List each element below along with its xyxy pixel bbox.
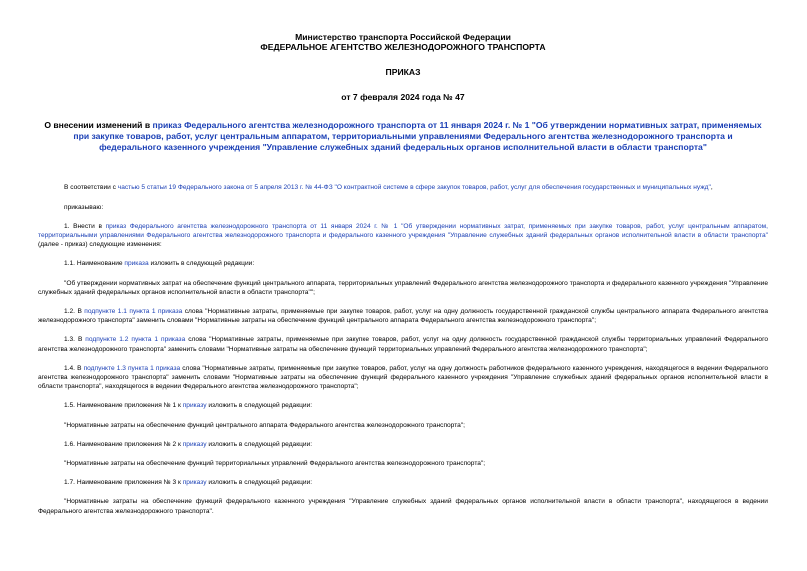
item-1-3-end: слова "Нормативные затраты, применяемые при закупке товаров, работ, услуг на одну должность государственной гражданской службы территориальных управлений Федерального агентства железнодорожного транспорта" заменить словами "Нормативные затраты на обеспечение функций территориальных управлений Федерального агентства железнодорожного транспорта"; — [38, 336, 769, 353]
item-1-7 — [38, 478, 768, 487]
order-word: приказываю: — [64, 203, 104, 211]
preamble-law-link[interactable]: частью 5 статьи 19 Федерального закона от 5 апреля 2013 г. № 44-ФЗ "О контрактной системе в сфере закупок товаров, работ, услуг для обеспечения государственных и муниципальных нужд" — [117, 184, 711, 192]
preamble — [38, 183, 768, 192]
item-1-1-end: изложить в следующей редакции: — [148, 260, 255, 268]
item-1-6-text: 1.6. Наименование приложения № 2 к — [64, 440, 183, 448]
agency-name: ФЕДЕРАЛЬНОЕ АГЕНТСТВО ЖЕЛЕЗНОДОРОЖНОГО ТРАНСПОРТА — [260, 42, 546, 52]
item-1-7-new-text: "Нормативные затраты на обеспечение функций федерального казенного учреждения "Управление служебных зданий федеральных органов исполнительной власти в области транспорта", находящегося в ведении Федерального агентства железнодорожного транспорта". — [38, 498, 768, 515]
document-date: от 7 февраля 2024 года № 47 — [341, 92, 465, 103]
document-type: ПРИКАЗ — [385, 67, 421, 77]
item-1-3-link[interactable]: подпункте 1.2 пункта 1 приказа — [85, 336, 186, 344]
item-1-7-end: изложить в следующей редакции: — [206, 479, 313, 487]
item-1-1-link[interactable]: приказа — [124, 260, 149, 268]
item-1-5 — [38, 401, 768, 410]
item-1-4 — [38, 364, 768, 392]
ministry-name: Министерство транспорта Российской Федерации — [295, 32, 511, 42]
item-1-5-new-text: "Нормативные затраты на обеспечение функций центрального аппарата Федерального агентства железнодорожного транспорта"; — [64, 421, 465, 429]
item-1-1-new-text: "Об утверждении нормативных затрат на обеспечение функций центрального аппарата, территориальных управлений Федерального агентства железнодорожного транспорта и федерального казенного учреждения "Управление служебных зданий федеральных органов исполнительной власти в области транспорта""; — [38, 279, 768, 296]
preamble-end: , — [710, 184, 713, 192]
item-1-text: 1. Внести в — [64, 222, 106, 230]
item-1-7-text: 1.7. Наименование приложения № 3 к — [64, 479, 183, 487]
item-1-4-link[interactable]: подпункте 1.3 пункта 1 приказа — [83, 364, 181, 372]
item-1-end: (далее - приказ) следующие изменения: — [38, 241, 162, 249]
item-1-order-link[interactable]: приказ Федерального агентства железнодорожного транспорта от 11 января 2024 г. № 1 "Об утверждении нормативных затрат, применяемых при закупке товаров, работ, услуг центральным аппаратом, территориальными управлениями Федерального агентства железнодорожного транспорта и федерального казенного учреждения "Управление служебных зданий федеральных органов исполнительной власти в области транспорта" — [38, 222, 768, 240]
item-1-6-link[interactable]: приказу — [182, 440, 207, 448]
document-page — [38, 32, 768, 516]
preamble-text: В соответствии с — [64, 184, 118, 192]
item-1-5-link[interactable]: приказу — [182, 402, 207, 410]
item-1-3-text: 1.3. В — [64, 336, 86, 344]
item-1-2-end: слова "Нормативные затраты, применяемые при закупке товаров, работ, услуг на одну должность государственной гражданской службы центрального аппарата Федерального агентства железнодорожного транспорта" заменить словами "Нормативные затраты на обеспечение функций центрального аппарата Федерального агентства железнодорожного транспорта"; — [38, 308, 768, 325]
subject-order-link[interactable]: приказ Федерального агентства железнодорожного транспорта от 11 января 2024 г. № 1 "Об утверждении нормативных затрат, применяемых при закупке товаров, работ, услуг центральным аппаратом, территориальными управлениями Федерального агентства железнодорожного транспорта и федерального казенного учреждения "Управление служебных зданий федеральных органов исполнительной власти в области транспорта" — [73, 120, 762, 153]
item-1 — [38, 222, 768, 250]
item-1-1 — [38, 259, 768, 268]
item-1-7-link[interactable]: приказу — [182, 479, 207, 487]
item-1-6 — [38, 440, 768, 449]
item-1-6-end: изложить в следующей редакции: — [206, 440, 313, 448]
subject-text: О внесении изменений в — [44, 120, 153, 131]
document-subject — [38, 120, 768, 153]
item-1-2-text: 1.2. В — [64, 308, 85, 316]
item-1-5-text: 1.5. Наименование приложения № 1 к — [64, 402, 183, 410]
item-1-3 — [38, 335, 768, 353]
item-1-2 — [38, 307, 768, 325]
item-1-5-end: изложить в следующей редакции: — [206, 402, 313, 410]
item-1-4-end: слова "Нормативные затраты, применяемые при закупке товаров, работ, услуг на одну должность работников федерального казенного учреждения, находящегося в ведении Федерального агентства железнодорожного транспорта" заменить словами "Нормативные затраты на обеспечение функций федерального казенного учреждения "Управление служебных зданий федеральных органов исполнительной власти в области транспорта", находящегося в ведении Федерального агентства железнодорожного транспорта"; — [38, 364, 768, 391]
item-1-2-link[interactable]: подпункте 1.1 пункта 1 приказа — [84, 308, 183, 316]
item-1-6-new-text: "Нормативные затраты на обеспечение функций территориальных управлений Федерального агентства железнодорожного транспорта"; — [64, 460, 486, 468]
item-1-4-text: 1.4. В — [64, 364, 84, 372]
item-1-1-text: 1.1. Наименование — [64, 260, 125, 268]
